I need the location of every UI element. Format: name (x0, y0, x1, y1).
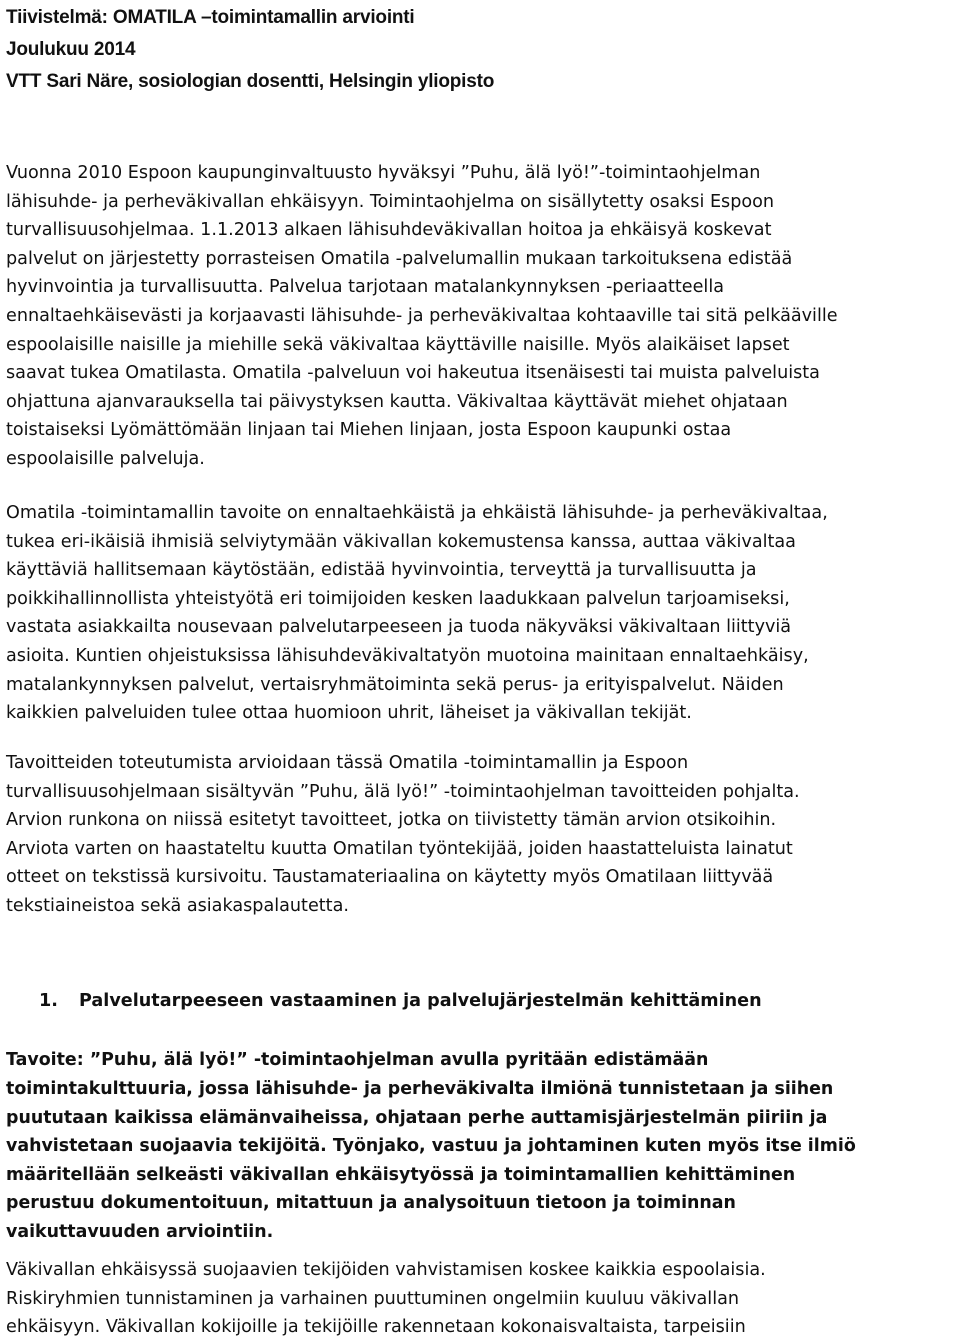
text-line: toistaiseksi Lyömättömään linjaan tai Miehen linjaan, josta Espoon kaupunki ostaa (6, 420, 732, 441)
text-line: määritellään selkeästi väkivallan ehkäisytyössä ja toimintamallien kehittäminen (6, 1164, 796, 1185)
text-line: saavat tukea Omatilasta. Omatila -palveluun voi hakeutua itsenäisesti tai muista palveluista (6, 363, 820, 384)
text-line: Arviota varten on haastateltu kuutta Omatilan työntekijää, joiden haastatteluista lainatut (6, 838, 793, 859)
text-line: espoolaisille palveluja. (6, 448, 205, 469)
section-heading (39, 987, 762, 1015)
title-line: Tiivistelmä: OMATILA –toimintamallin arviointi (6, 7, 415, 28)
text-line: Tavoite: ”Puhu, älä lyö!” -toimintaohjelman avulla pyritään edistämään (6, 1050, 709, 1071)
text-line: ehkäisyyn. Väkivallan kokijoille ja tekijöille rakennetaan kokonaisvaltaista, tarpeisiin (6, 1317, 746, 1338)
text-line: tukea eri-ikäisiä ihmisiä selviytymään väkivallan kokemustensa kanssa, auttaa väkivaltaa (6, 531, 796, 552)
text-line: ohjattuna ajanvarauksella tai päivystyksen kautta. Väkivaltaa käyttävät miehet ohjataan (6, 391, 788, 412)
text-line: Arvion runkona on niissä esitetyt tavoitteet, jotka on tiivistetty tämän arvion otsikoihin. (6, 810, 777, 831)
text-line: hyvinvointia ja turvallisuutta. Palvelua tarjotaan matalankynnyksen -periaatteella (6, 277, 724, 298)
text-line: matalankynnyksen palvelut, vertaisryhmätoiminta sekä perus- ja erityispalvelut. Näiden (6, 674, 784, 695)
text-line: lähisuhde- ja perheväkivallan ehkäisyyn. Toimintaohjelma on sisällytetty osaksi Espoon (6, 191, 775, 212)
section-number: 1. (39, 990, 58, 1011)
title-line: VTT Sari Näre, sosiologian dosentti, Helsingin yliopisto (6, 71, 495, 92)
text-line: tekstiaineistoa sekä asiakaspalautetta. (6, 895, 349, 916)
text-line: palvelut on järjestetty porrasteisen Omatila -palvelumallin mukaan tarkoituksena edistää (6, 248, 793, 269)
text-line: Tavoitteiden toteutumista arvioidaan tässä Omatila -toimintamallin ja Espoon (6, 753, 689, 773)
goal-paragraph (6, 1046, 856, 1246)
text-line: puututaan kaikissa elämänvaiheissa, ohjataan perhe auttamisjärjestelmän piiriin ja (6, 1107, 828, 1128)
text-line: turvallisuusohjelmaa. 1.1.2013 alkaen lähisuhdeväkivallan hoitoa ja ehkäisyä koskevat (6, 220, 772, 241)
text-line: Riskiryhmien tunnistaminen ja varhainen puuttuminen ongelmiin kuuluu väkivallan (6, 1288, 740, 1309)
text-line: poikkihallinnollista yhteistyötä eri toimijoiden kesken laadukkaan palvelun tarjoamiseksi, (6, 588, 790, 609)
document-title (6, 2, 956, 98)
text-line: vahvistetaan suojaavia tekijöitä. Työnjako, vastuu ja johtaminen kuten myös itse ilmiö (6, 1136, 856, 1157)
text-line: otteet on tekstissä kursivoitu. Taustamateriaalina on käytetty myös Omatilaan liittyvää (6, 867, 774, 888)
document-page (6, 0, 956, 1338)
text-line: Vuonna 2010 Espoon kaupunginvaltuusto hyväksyi ”Puhu, älä lyö!”-toimintaohjelman (6, 163, 761, 183)
text-line: asioita. Kuntien ohjeistuksissa lähisuhdeväkivaltatyön muotoina mainitaan ennaltaehkäisy, (6, 645, 809, 666)
prevention-paragraph (6, 1256, 766, 1342)
method-paragraph (6, 749, 800, 921)
text-line: vastata asiakkailta nousevaan palvelutarpeeseen ja tuoda näkyväksi väkivaltaan liittyviä (6, 617, 792, 638)
intro-paragraph (6, 159, 838, 474)
section-title: Palvelutarpeeseen vastaaminen ja palvelujärjestelmän kehittäminen (79, 990, 762, 1011)
text-line: perustuu dokumentoituun, mitattuun ja analysoituun tietoon ja toiminnan (6, 1193, 736, 1214)
text-line: espoolaisille naisille ja miehille sekä väkivaltaa käyttäville naisille. Myös alaikäiset lapset (6, 334, 790, 355)
text-line: Väkivallan ehkäisyssä suojaavien tekijöiden vahvistamisen koskee kaikkia espoolaisia. (6, 1260, 766, 1280)
text-line: vaikuttavuuden arviointiin. (6, 1221, 274, 1242)
title-line: Joulukuu 2014 (6, 39, 136, 60)
text-line: käyttäviä hallitsemaan käytöstään, edistää hyvinvointia, terveyttä ja turvallisuutta ja (6, 560, 757, 581)
text-line: ennaltaehkäisevästi ja korjaavasti lähisuhde- ja perheväkivaltaa kohtaaville tai sitä pelkääville (6, 305, 838, 326)
text-line: turvallisuusohjelmaan sisältyvän ”Puhu, älä lyö!” -toimintaohjelman tavoitteiden pohjalta. (6, 781, 800, 802)
text-line: toimintakulttuuria, jossa lähisuhde- ja perheväkivalta ilmiönä tunnistetaan ja siihen (6, 1078, 834, 1099)
text-line: kaikkien palveluiden tulee ottaa huomioon uhrit, läheiset ja väkivallan tekijät. (6, 703, 692, 724)
objectives-paragraph (6, 499, 828, 728)
text-line: Omatila -toimintamallin tavoite on ennaltaehkäistä ja ehkäistä lähisuhde- ja perheväkivaltaa, (6, 503, 828, 523)
